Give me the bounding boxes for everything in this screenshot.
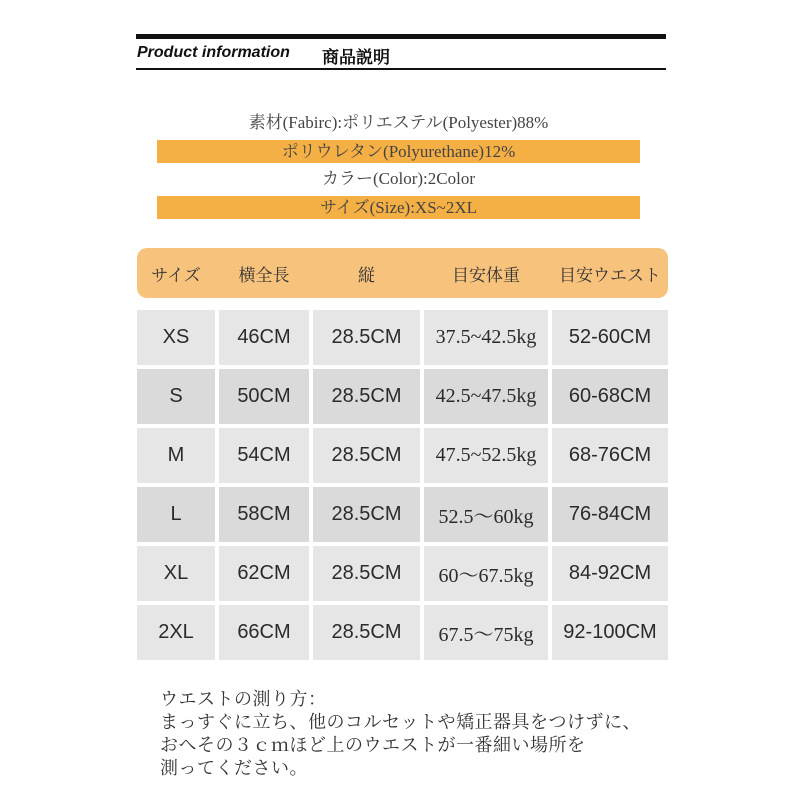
size-cell: M xyxy=(137,428,215,483)
width-cell: 54CM xyxy=(219,428,309,483)
column-header-waist: 目安ウエスト xyxy=(559,265,661,285)
table-row xyxy=(137,369,668,424)
size-table-header xyxy=(137,248,668,298)
weight-cell: 37.5~42.5kg xyxy=(424,310,548,365)
waist-measuring-notes xyxy=(160,688,641,780)
spec-size: サイズ(Size):XS~2XL xyxy=(157,196,640,219)
column-header-width: 横全長 xyxy=(238,265,290,285)
spec-material: 素材(Fabirc):ポリエステル(Polyester)88% xyxy=(248,113,549,132)
length-cell: 28.5CM xyxy=(313,428,420,483)
column-header-weight: 目安体重 xyxy=(452,265,520,285)
notes-line: 測ってください。 xyxy=(160,758,308,778)
width-cell: 58CM xyxy=(219,487,309,542)
length-cell: 28.5CM xyxy=(313,605,420,660)
width-cell: 62CM xyxy=(219,546,309,601)
length-cell: 28.5CM xyxy=(313,487,420,542)
waist-cell: 60-68CM xyxy=(552,369,668,424)
weight-cell: 47.5~52.5kg xyxy=(424,428,548,483)
section-title-en: Product information xyxy=(137,44,290,61)
section-title-jp: 商品説明 xyxy=(322,48,390,68)
size-cell: L xyxy=(137,487,215,542)
length-cell: 28.5CM xyxy=(313,369,420,424)
waist-cell: 84-92CM xyxy=(552,546,668,601)
waist-cell: 92-100CM xyxy=(552,605,668,660)
length-cell: 28.5CM xyxy=(313,546,420,601)
width-cell: 50CM xyxy=(219,369,309,424)
size-cell: S xyxy=(137,369,215,424)
table-row xyxy=(137,546,668,601)
table-row xyxy=(137,310,668,365)
size-cell: XS xyxy=(137,310,215,365)
table-row xyxy=(137,428,668,483)
waist-cell: 68-76CM xyxy=(552,428,668,483)
weight-cell: 60～67.5kg xyxy=(424,546,548,601)
width-cell: 66CM xyxy=(219,605,309,660)
notes-line: まっすぐに立ち、他のコルセットや矯正器具をつけずに、 xyxy=(160,712,641,732)
waist-cell: 52-60CM xyxy=(552,310,668,365)
width-cell: 46CM xyxy=(219,310,309,365)
size-table-body xyxy=(137,310,668,664)
notes-title: ウエストの測り方： xyxy=(160,689,327,709)
weight-cell: 67.5～75kg xyxy=(424,605,548,660)
column-header-length: 縦 xyxy=(358,265,375,285)
table-row xyxy=(137,487,668,542)
size-cell: 2XL xyxy=(137,605,215,660)
notes-line: おへその３ｃｍほど上のウエストが一番細い場所を xyxy=(160,735,586,755)
weight-cell: 42.5~47.5kg xyxy=(424,369,548,424)
table-row xyxy=(137,605,668,660)
spec-material-2: ポリウレタン(Polyurethane)12% xyxy=(157,140,640,163)
weight-cell: 52.5～60kg xyxy=(424,487,548,542)
size-cell: XL xyxy=(137,546,215,601)
waist-cell: 76-84CM xyxy=(552,487,668,542)
length-cell: 28.5CM xyxy=(313,310,420,365)
column-header-size: サイズ xyxy=(151,265,201,285)
header-bottom-rule xyxy=(136,68,666,70)
spec-color: カラー(Color):2Color xyxy=(322,169,475,188)
header-top-rule xyxy=(136,34,666,39)
